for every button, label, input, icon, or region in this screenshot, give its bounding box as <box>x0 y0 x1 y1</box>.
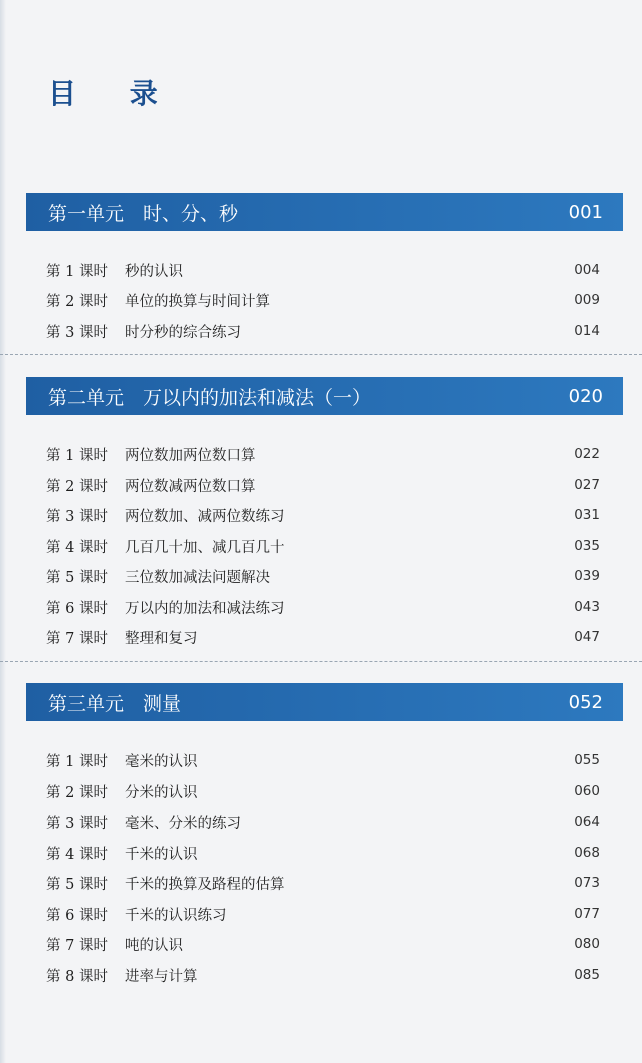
section-divider <box>0 661 642 662</box>
lesson-page: 060 <box>574 783 600 799</box>
lesson-number: 第 1 课时 <box>46 263 108 280</box>
lesson-row[interactable] <box>46 564 600 588</box>
lesson-page: 073 <box>574 875 600 891</box>
lesson-title: 千米的认识练习 <box>125 907 227 924</box>
lesson-row[interactable] <box>46 258 600 282</box>
lesson-number: 第 3 课时 <box>46 815 108 832</box>
lesson-page: 043 <box>574 599 600 615</box>
lesson-row[interactable] <box>46 932 600 956</box>
lesson-page: 055 <box>574 752 600 768</box>
lesson-page: 009 <box>574 292 600 308</box>
lesson-title: 毫米、分米的练习 <box>125 815 241 832</box>
lesson-number: 第 3 课时 <box>46 324 108 341</box>
lesson-title: 万以内的加法和减法练习 <box>125 600 285 617</box>
lesson-row[interactable] <box>46 442 600 466</box>
lesson-title: 几百几十加、减几百几十 <box>125 539 285 556</box>
unit-title: 第二单元 万以内的加法和减法（一） <box>48 386 372 409</box>
lesson-page: 064 <box>574 814 600 830</box>
lesson-number: 第 2 课时 <box>46 478 108 495</box>
lesson-number: 第 6 课时 <box>46 600 108 617</box>
lesson-row[interactable] <box>46 810 600 834</box>
lesson-number: 第 2 课时 <box>46 293 108 310</box>
lesson-page: 014 <box>574 323 600 339</box>
toc-title: 目 录 <box>48 77 180 110</box>
lesson-page: 068 <box>574 845 600 861</box>
lesson-row[interactable] <box>46 841 600 865</box>
lesson-title: 两位数加两位数口算 <box>125 447 256 464</box>
unit-header-2[interactable] <box>26 377 623 415</box>
lesson-number: 第 7 课时 <box>46 937 108 954</box>
lesson-number: 第 3 课时 <box>46 508 108 525</box>
lesson-title: 时分秒的综合练习 <box>125 324 241 341</box>
lesson-row[interactable] <box>46 963 600 987</box>
lesson-row[interactable] <box>46 625 600 649</box>
lesson-title: 秒的认识 <box>125 263 183 280</box>
lesson-row[interactable] <box>46 503 600 527</box>
lesson-row[interactable] <box>46 534 600 558</box>
lesson-number: 第 1 课时 <box>46 447 108 464</box>
lesson-page: 085 <box>574 967 600 983</box>
page-edge-shadow <box>0 0 6 1063</box>
lesson-title: 整理和复习 <box>125 630 198 647</box>
unit-page-number: 020 <box>568 385 603 407</box>
unit-header-1[interactable] <box>26 193 623 231</box>
lesson-title: 分米的认识 <box>125 784 198 801</box>
lesson-title: 吨的认识 <box>125 937 183 954</box>
lesson-row[interactable] <box>46 902 600 926</box>
lesson-title: 三位数加减法问题解决 <box>125 569 270 586</box>
lesson-number: 第 4 课时 <box>46 846 108 863</box>
lesson-number: 第 2 课时 <box>46 784 108 801</box>
lesson-row[interactable] <box>46 748 600 772</box>
lesson-title: 进率与计算 <box>125 968 198 985</box>
lesson-row[interactable] <box>46 595 600 619</box>
lesson-number: 第 1 课时 <box>46 753 108 770</box>
lesson-title: 单位的换算与时间计算 <box>125 293 270 310</box>
lesson-title: 两位数加、减两位数练习 <box>125 508 285 525</box>
lesson-number: 第 7 课时 <box>46 630 108 647</box>
lesson-number: 第 8 课时 <box>46 968 108 985</box>
lesson-page: 039 <box>574 568 600 584</box>
lesson-row[interactable] <box>46 779 600 803</box>
lesson-number: 第 5 课时 <box>46 876 108 893</box>
unit-title: 第一单元 时、分、秒 <box>48 202 239 225</box>
lesson-page: 027 <box>574 477 600 493</box>
lesson-page: 047 <box>574 629 600 645</box>
lesson-number: 第 5 课时 <box>46 569 108 586</box>
unit-page-number: 001 <box>568 201 603 223</box>
lesson-row[interactable] <box>46 319 600 343</box>
lesson-page: 004 <box>574 262 600 278</box>
lesson-title: 千米的认识 <box>125 846 198 863</box>
section-divider <box>0 354 642 355</box>
unit-title: 第三单元 测量 <box>48 692 182 715</box>
lesson-number: 第 4 课时 <box>46 539 108 556</box>
lesson-row[interactable] <box>46 288 600 312</box>
lesson-page: 022 <box>574 446 600 462</box>
lesson-page: 035 <box>574 538 600 554</box>
unit-page-number: 052 <box>568 691 603 713</box>
lesson-row[interactable] <box>46 871 600 895</box>
lesson-row[interactable] <box>46 473 600 497</box>
lesson-number: 第 6 课时 <box>46 907 108 924</box>
lesson-title: 两位数减两位数口算 <box>125 478 256 495</box>
lesson-page: 080 <box>574 936 600 952</box>
lesson-title: 千米的换算及路程的估算 <box>125 876 285 893</box>
lesson-page: 077 <box>574 906 600 922</box>
lesson-page: 031 <box>574 507 600 523</box>
unit-header-3[interactable] <box>26 683 623 721</box>
lesson-title: 毫米的认识 <box>125 753 198 770</box>
